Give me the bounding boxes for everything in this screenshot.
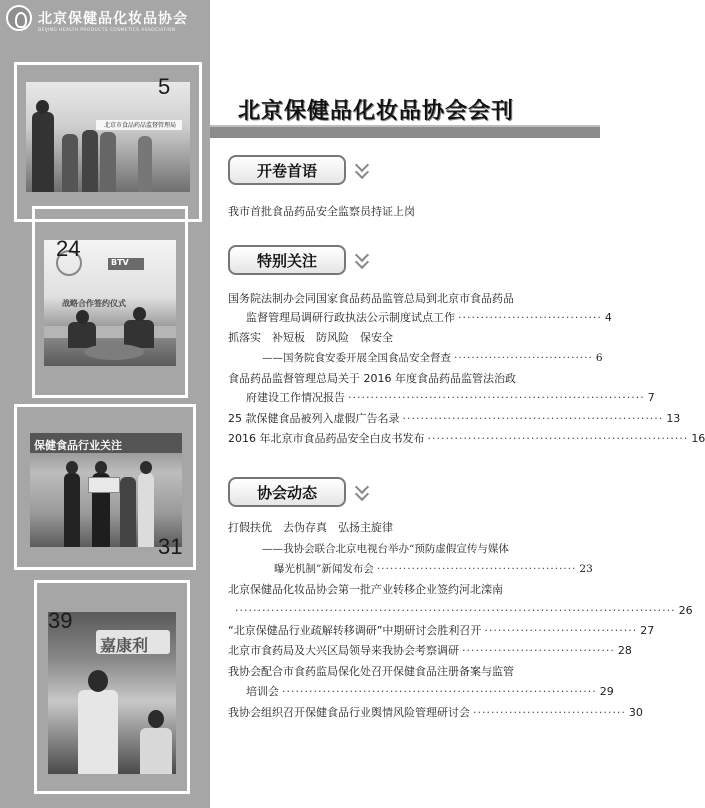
- association-logo: [0, 0, 210, 44]
- toc-page-number: 16: [691, 432, 705, 445]
- toc-entry[interactable]: 监督管理局调研行政执法公示制度试点工作 ································ 4: [246, 311, 612, 324]
- toc-page-number: 26: [678, 604, 693, 617]
- toc-entry[interactable]: 抓落实 补短板 防风险 保安全: [228, 331, 393, 344]
- title-divider-bar: [210, 125, 600, 138]
- toc-entry[interactable]: 我协会配合市食药监局保化处召开保健食品注册备案与监管: [228, 665, 514, 678]
- toc-entry[interactable]: 府建设工作情况报告 ·································································· 7: [246, 391, 655, 404]
- photo-banner: BTV: [111, 258, 129, 267]
- association-name-cn: 北京保健品化妆品协会: [38, 11, 188, 27]
- section-title: 特别关注: [256, 251, 317, 270]
- photo-page-number: 39: [48, 608, 73, 633]
- toc-entry[interactable]: 国务院法制办会同国家食品药品监管总局到北京市食品药品: [228, 292, 514, 305]
- toc-entry[interactable]: 北京保健品化妆品协会第一批产业转移企业签约河北滦南: [228, 583, 503, 596]
- magazine-title: 北京保健品化妆品协会会刊: [238, 98, 515, 124]
- section-header-association-news[interactable]: [228, 477, 346, 507]
- photo-banner: 嘉康利: [100, 636, 149, 655]
- section-header-special-focus[interactable]: [228, 245, 346, 275]
- photo-page-number: 31: [158, 534, 183, 559]
- flower-arrangement: [84, 344, 144, 360]
- toc-entry[interactable]: 打假扶优 去伪存真 弘扬主旋律: [228, 521, 393, 534]
- photo-page-number: 5: [158, 74, 171, 99]
- toc-page-number: 23: [579, 563, 593, 575]
- certificate-plaque: [88, 477, 120, 493]
- toc-page-number: 28: [617, 644, 632, 657]
- toc-entry[interactable]: 北京市食药局及大兴区局领导来我协会考察调研 ·································· 28: [228, 644, 632, 657]
- toc-entry[interactable]: 2016 年北京市食品药品安全白皮书发布 ·························································· 16: [228, 432, 705, 445]
- toc-page-number: 4: [604, 311, 612, 324]
- photo-page-39[interactable]: [48, 612, 176, 774]
- toc-page-number: 29: [599, 685, 614, 698]
- toc-entry[interactable]: 食品药品监督管理总局关于 2016 年度食品药品监管法治政: [228, 372, 516, 385]
- toc-entry[interactable]: 25 款保健食品被列入虚假广告名录 ·························································· 13: [228, 412, 681, 425]
- photo-caption: 战略合作签约仪式: [62, 299, 126, 308]
- association-name-en: BEIJING HEALTH PRODUCTS COSMETICS ASSOCIATION: [38, 28, 176, 33]
- toc-entry[interactable]: ——国务院食安委开展全国食品安全督查 ································ 6: [262, 352, 603, 364]
- photo-caption: 北京市食品药品监督管理局: [104, 122, 177, 129]
- toc-entry[interactable]: 我协会组织召开保健食品行业舆情风险管理研讨会 ·································· 30: [228, 706, 643, 719]
- toc-entry[interactable]: 我市首批食品药品安全监察员持证上岗: [228, 205, 415, 218]
- toc-page-number: 6: [595, 352, 603, 364]
- double-chevron-down-icon: [355, 160, 369, 180]
- association-emblem-icon: [6, 5, 32, 31]
- toc-entry[interactable]: ——我协会联合北京电视台举办“预防虚假宣传与媒体: [262, 543, 509, 555]
- section-title: 开卷首语: [256, 161, 317, 180]
- toc-page-number: 13: [666, 412, 681, 425]
- section-title: 协会动态: [256, 483, 317, 502]
- toc-entry[interactable]: “北京保健品行业疏解转移调研”中期研讨会胜利召开 ·································· 27: [228, 624, 655, 637]
- double-chevron-down-icon: [355, 250, 369, 270]
- toc-entry[interactable]: ·································································································· 26: [235, 604, 693, 617]
- section-header-foreword[interactable]: [228, 155, 346, 185]
- photo-page-number: 24: [56, 236, 81, 261]
- toc-entry[interactable]: 曝光机制”新闻发布会 ·············································· 23: [274, 563, 593, 575]
- toc-page-number: 30: [628, 706, 643, 719]
- double-chevron-down-icon: [355, 482, 369, 502]
- photo-banner: 保健食品行业关注: [34, 439, 122, 452]
- left-photo-column: [0, 0, 210, 808]
- photo-page-31[interactable]: [30, 433, 182, 547]
- toc-page-number: 7: [647, 391, 655, 404]
- magazine-title-wrap: [238, 94, 514, 125]
- toc-entry[interactable]: 培训会 ······································································ 29: [246, 685, 614, 698]
- toc-page-number: 27: [640, 624, 655, 637]
